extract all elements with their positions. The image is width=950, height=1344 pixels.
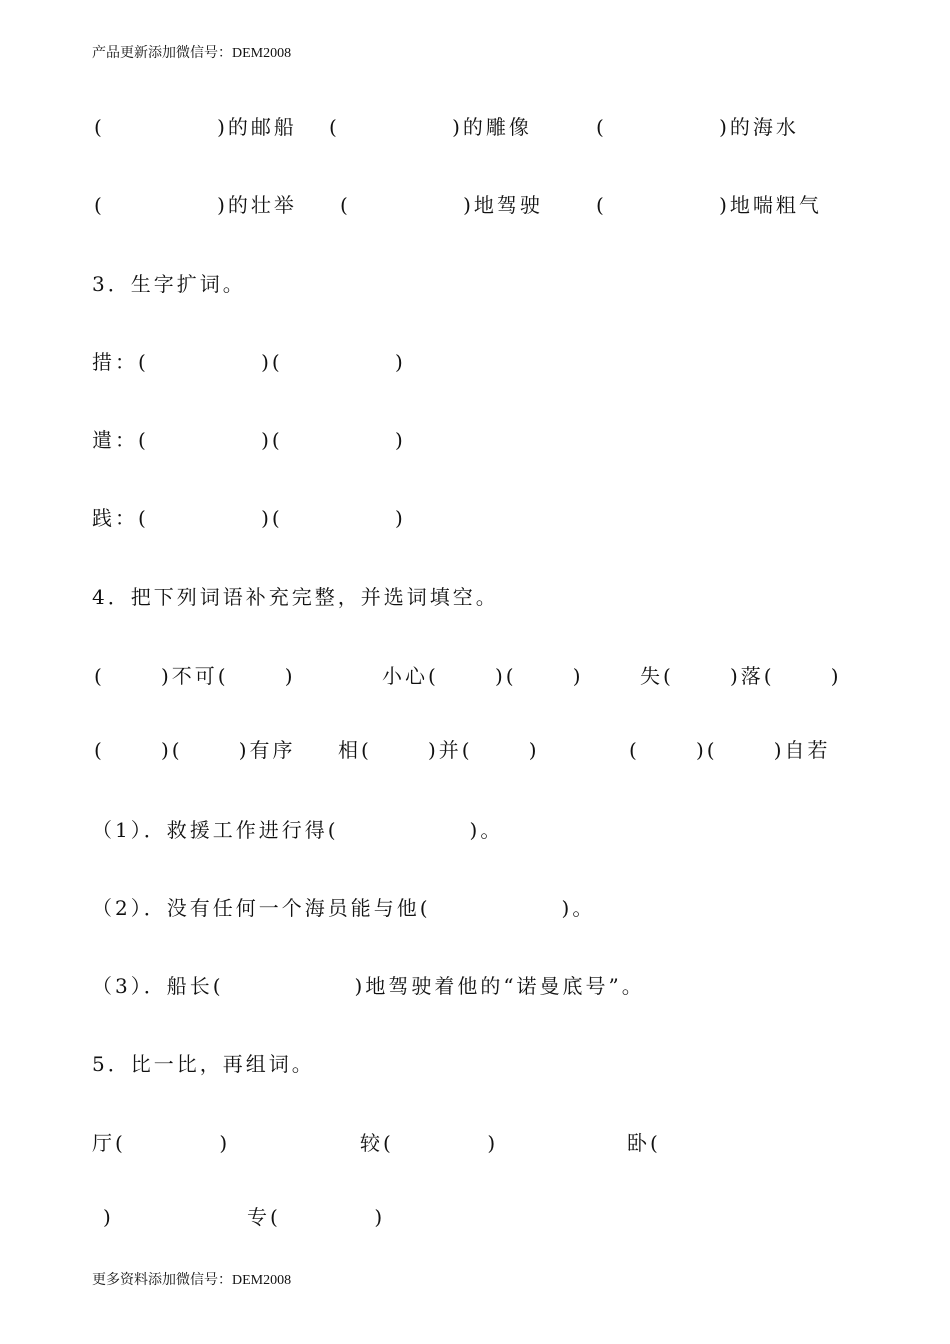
row1-blank-b: ( )的雕像 [329, 115, 532, 139]
q4-row2-c: ( )( )自若 [629, 738, 831, 762]
row1-blank-c: ( )的海水 [596, 115, 799, 139]
row2-blank-b: ( )地驾驶 [340, 193, 543, 217]
q5-item-e: 专( ) [247, 1205, 386, 1229]
q5-item-c: 卧( [627, 1131, 661, 1155]
q4-sentence-1: （1）．救援工作进行得( )。 [92, 818, 504, 842]
q5-item-b: 较( ) [360, 1131, 499, 1155]
page-footer: 更多资料添加微信号：DEM2008 [92, 1273, 292, 1288]
q3-line-1: 措：( )( ) [92, 350, 406, 374]
row2-blank-a: ( )的壮举 [94, 193, 297, 217]
q4-title: 4．把下列词语补充完整，并选词填空。 [92, 585, 499, 609]
page-header: 产品更新添加微信号：DEM2008 [92, 46, 292, 61]
q4-row1-a: ( )不可( ) [94, 664, 296, 688]
q5-item-c-close: ) [103, 1205, 114, 1229]
q4-sentence-3: （3）．船长( )地驾驶着他的“诺曼底号”。 [92, 974, 645, 998]
row2-blank-c: ( )地喘粗气 [596, 193, 822, 217]
q4-sentence-2: （2）．没有任何一个海员能与他( )。 [92, 896, 596, 920]
q4-row1-b: 小心( )( ) [382, 664, 584, 688]
q4-row2-b: 相( )并( ) [338, 738, 540, 762]
q3-title: 3．生字扩词。 [92, 272, 246, 296]
q5-item-a: 厅( ) [92, 1131, 231, 1155]
q3-line-2: 遣：( )( ) [92, 428, 406, 452]
q4-row1-c: 失( )落( ) [640, 664, 842, 688]
q4-row2-a: ( )( )有序 [94, 738, 296, 762]
q3-line-3: 践：( )( ) [92, 506, 406, 530]
q5-title: 5．比一比，再组词。 [92, 1052, 315, 1076]
row1-blank-a: ( )的邮船 [94, 115, 297, 139]
